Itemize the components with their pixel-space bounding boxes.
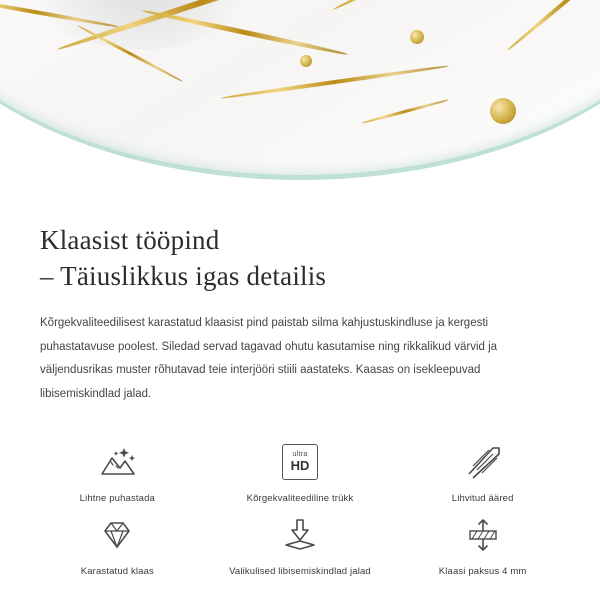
- hero-image: [0, 0, 600, 190]
- polished-edges-icon: [395, 439, 570, 485]
- feature-nonslip-feet: [209, 504, 392, 577]
- feature-polished-edges: [391, 431, 574, 504]
- product-description: Kõrgekvaliteedilisest karastatud klaasist pind paistab silma kahjustuskindluse ja kergesti puhastatavuse poolest. Siledad servad tagavad ohutu kasutamise ning rikkalikud värvid ja väljendusrikas muster rõhutavad teie interjööri stiili aastateks. Kaasas on isekleepuvad libisemiskindlad jalad.: [40, 317, 498, 401]
- gold-vein: [221, 64, 449, 100]
- feature-row-top: [26, 431, 574, 504]
- feature-row-bottom: [26, 504, 574, 577]
- gold-vein: [361, 98, 449, 124]
- feature-label: Lihvitud ääred: [451, 492, 514, 504]
- thickness-arrows-icon: [395, 512, 570, 558]
- ultra-hd-icon: [213, 439, 388, 485]
- feature-label: Karastatud klaas: [80, 565, 154, 577]
- feature-label: Kõrgekvaliteediline trükk: [246, 492, 354, 504]
- feature-label: Klaasi paksus 4 mm: [438, 565, 527, 577]
- headline-line-2: – Täiuslikkus igas detailis: [40, 261, 327, 292]
- gold-vein: [506, 0, 600, 52]
- gold-accent: [490, 98, 516, 124]
- content-block: [0, 190, 600, 407]
- gold-vein: [332, 0, 568, 12]
- sparkle-mountain-icon: [30, 439, 205, 485]
- headline-line-1: Klaasist tööpind: [40, 225, 220, 255]
- feature-tempered-glass: [26, 504, 209, 577]
- feature-grid: [0, 431, 600, 577]
- feature-hd-print: [209, 431, 392, 504]
- feature-label: Valikulised libisemiskindlad jalad: [229, 565, 371, 577]
- glass-board-visual: [0, 0, 600, 180]
- feature-glass-thickness: [391, 504, 574, 577]
- diamond-icon: [30, 512, 205, 558]
- feature-easy-clean: [26, 431, 209, 504]
- gold-accent: [410, 30, 424, 44]
- gold-accent: [300, 55, 312, 67]
- ultra-hd-top-text: ultra: [292, 451, 308, 459]
- page-title: [40, 222, 560, 294]
- ultra-hd-bottom-text: HD: [290, 458, 310, 474]
- adhesive-feet-icon: [213, 512, 388, 558]
- feature-label: Lihtne puhastada: [79, 492, 155, 504]
